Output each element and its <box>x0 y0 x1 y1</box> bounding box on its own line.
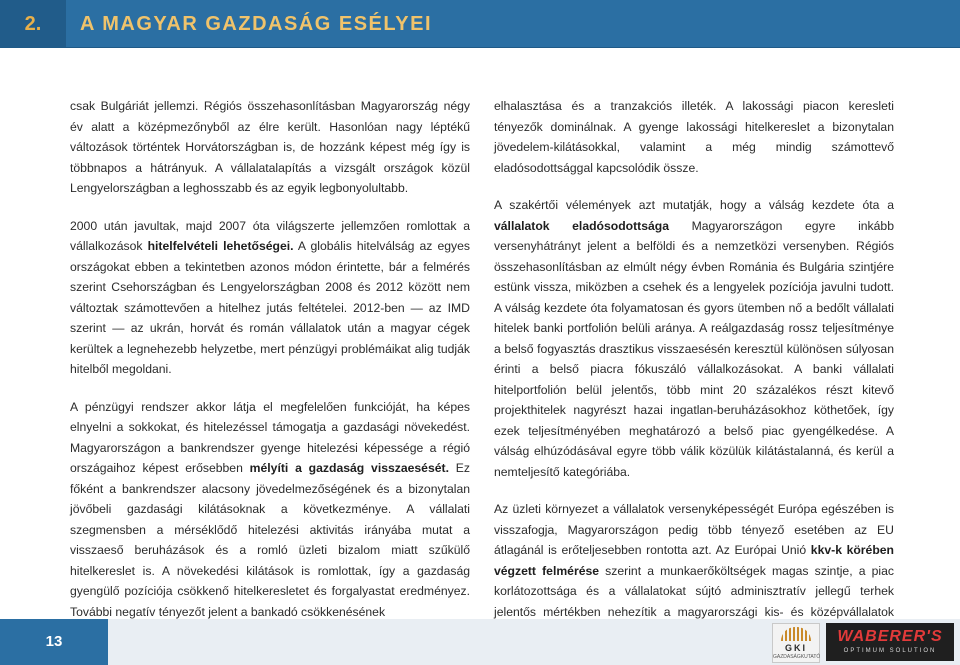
right-p3-text-c: szerint a munkaerőköltségek magas szintje, a piac korlátozottsága és a vállalatokat sújtó adminisztratív jellegű terhek jelentős mértékben nehezítik a magyarországi kis- és középvállalatok <box>494 563 894 619</box>
left-paragraph-3 <box>70 397 470 623</box>
left-p1-text: csak Bulgáriát jellemzi. Régiós összehasonlításban Magyarország négy év alatt a középmezőnyből az élre került. Hasonlóan nagy léptékű változások történtek Horvátországban is, de hozzánk képest még így is többnapos a hátrányuk. A vállalatalapítás a vizsgált országok közül Lengyelországban a leghosszabb és az egyik legbonyolultabb. <box>70 99 470 195</box>
gki-logo-subtext: GAZDASÁGKUTATÓ <box>773 654 821 660</box>
chapter-title: A MAGYAR GAZDASÁG ESÉLYEI <box>80 13 433 35</box>
left-paragraph-2 <box>70 216 470 380</box>
left-p3-text-c: Ez főként a bankrendszer alacsony jövedelmezőségének és a bizonytalan jövőbeli gazdasági kilátásoknak a következménye. A vállalati szegmensben a mérséklődő hitelezési aktivitás irányába mutat a visszaeső beruházások és a romló üzleti bizalom miatt szűkülő hitelkereslet is. A növekedési kilátások is romlottak, így a gazdaság gyengülő pozíciója csökkenő hitelkeresletet és forgalyastat eredményez. További negatív tényezőt jelent a bankadó csökkenésének <box>70 461 471 619</box>
left-p2-text-a: 2000 után javultak, majd 2007 óta világszerte jellemzően romlottak a vállalkozások <box>70 218 470 253</box>
left-p2-text-c: A globális hitelválság az egyes országokat ebben a tekintetben azonos módon érintette, bár a felmérés szerint Csehországban és Lengyelországban 2008 és 2012 között nem változtak számottevően a hitelhez jutás feltételei. 2012-ben — az IMD szerint — az ukrán, horvát és román vállalatok után a magyar cégek kerültek a legnehezebb helyzetbe, mert pénzügyi problémáikat alig tudják hitelből megoldani. <box>70 239 470 376</box>
right-p2-text-a: A szakértői vélemények azt mutatják, hogy a válság kezdete óta a <box>494 198 894 212</box>
gki-logo <box>772 623 820 663</box>
waberers-logo-subtext: OPTIMUM SOLUTION <box>843 648 937 654</box>
left-p3-bold: mélyíti a gazdaság visszaesését. <box>249 461 449 475</box>
right-column <box>494 96 894 643</box>
page-footer <box>0 615 960 665</box>
waberers-logo <box>826 623 954 661</box>
right-p3-bold: kkv-k körében végzett felmérése <box>494 543 894 578</box>
right-p1-text: elhalasztása és a tranzakciós illeték. A lakossági piacon keresleti tényezők dominálnak. A gyenge lakossági hitelkereslet a bizonytalan jövedelem-kilátásokkal, valamint a még mindig számottevő eladósodottsággal kapcsolódik össze. <box>494 99 894 175</box>
page-number: 13 <box>45 633 63 650</box>
waberers-logo-text: WABERER'S <box>837 628 943 645</box>
right-paragraph-1 <box>494 96 894 178</box>
chapter-number: 2. <box>0 0 66 47</box>
gki-logo-text: GKI <box>784 643 807 653</box>
left-column <box>70 96 470 622</box>
left-p3-text-a: A pénzügyi rendszer akkor látja el megfelelően funkcióját, ha képes elnyelni a sokkokat, és hitelezéssel támogatja a gazdasági növekedést. Magyarországon a bankrendszer gyenge hitelezési képessége a régió országaihoz képest erősebben <box>70 399 470 475</box>
right-paragraph-2 <box>494 195 894 482</box>
right-p2-text-c: Magyarországon egyre inkább versenyhátrányt jelent a belföldi és a nemzetközi versenyben. Régiós összehasonlításban az elmúlt négy évben Románia és Bulgária szintjére estünk vissza, miközben a csehek és a lengyelek pozíciója javulni tudott. A válság kezdete óta folyamatosan és gyors ütemben nő a bedőlt vállalati hitelek banki portfolión belüli aránya. A reálgazdaság rossz teljesítménye a belső fogyasztás drasztikus visszaesésén keresztül különösen súlyosan érinti a belső piacra fókuszáló vállalkozásokat. A banki vállalati hitelportfolión belül jelentős, több mint 20 százalékos részt kitevő projekthitelek nagyrészt hazai ingatlan-beruházásokhoz köthetőek, így ezek teljesítményében meghatározó a belső piac gyengélkedése. A válság elhúzódásával egyre több válik közülük kilátástalanná, és kerül a nemteljesítő kategóriába. <box>494 218 894 479</box>
right-p2-bold: vállalatok eladósodottsága <box>494 218 669 233</box>
chapter-header <box>0 0 960 48</box>
sun-rays-icon <box>781 627 811 641</box>
right-p3-text-a: Az üzleti környezet a vállalatok versenyképességét Európa egészében is visszafogja, Magyarországon pedig több tényező esetében az EU átlagánál is erőteljesebben rontotta azt. Az Európai Unió <box>494 502 894 557</box>
left-p2-bold: hitelfelvételi lehetőségei. <box>147 239 294 253</box>
left-paragraph-1 <box>70 96 470 199</box>
